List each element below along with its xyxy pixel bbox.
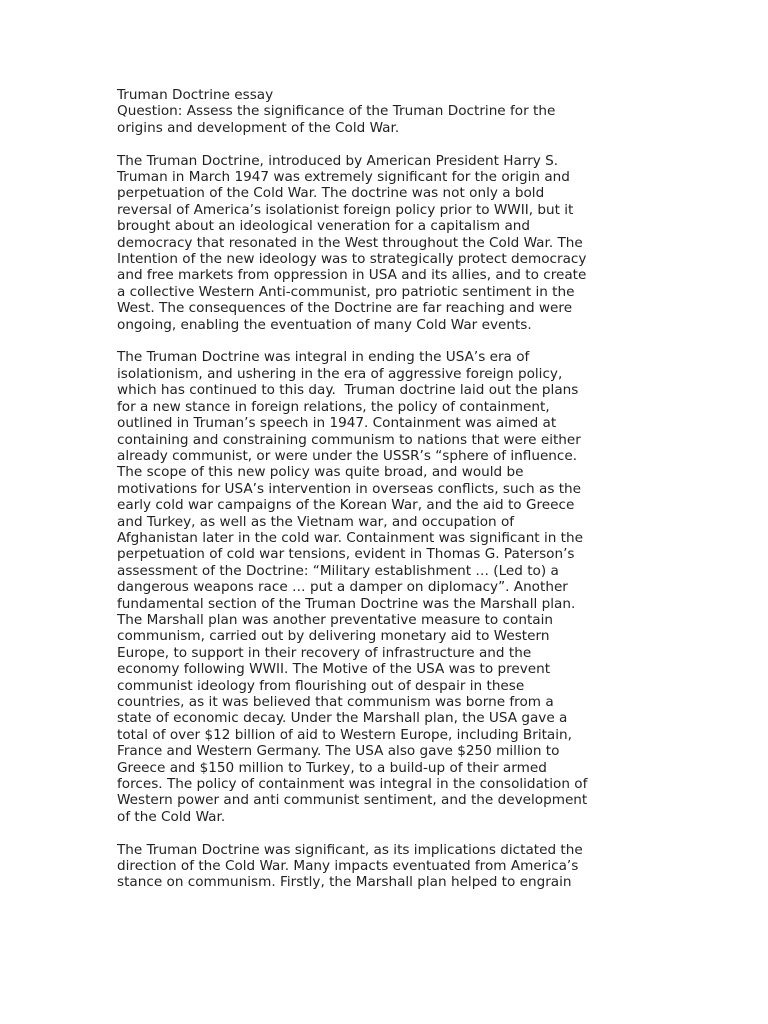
paragraph-line: for a new stance in foreign relations, the policy of containment, — [117, 398, 550, 415]
paragraph-line: France and Western Germany. The USA also gave $250 million to — [117, 743, 560, 760]
paragraph-line: of the Cold War. — [117, 808, 226, 825]
paragraph-line: perpetuation of cold war tensions, evident in Thomas G. Paterson’s — [117, 546, 575, 563]
paragraph-line: communist ideology from flourishing out of despair in these — [117, 677, 525, 694]
paragraph-containment — [117, 349, 657, 825]
paragraph-line: outlined in Truman’s speech in 1947. Containment was aimed at — [117, 415, 557, 432]
paragraph-line: which has continued to this day. Truman doctrine laid out the plans — [117, 382, 579, 399]
paragraph-line: isolationism, and ushering in the era of aggressive foreign policy, — [117, 365, 563, 382]
paragraph-line: democracy that resonated in the West throughout the Cold War. The — [117, 234, 583, 251]
paragraph-line: Greece and $150 million to Turkey, to a build-up of their armed — [117, 759, 547, 776]
paragraph-line: The scope of this new policy was quite broad, and would be — [117, 464, 524, 481]
paragraph-line: The Truman Doctrine was integral in ending the USA’s era of — [117, 349, 530, 366]
paragraph-line: and Turkey, as well as the Vietnam war, and occupation of — [117, 513, 515, 530]
paragraph-line: early cold war campaigns of the Korean War, and the aid to Greece — [117, 497, 575, 514]
paragraph-line: forces. The policy of containment was integral in the consolidation of — [117, 776, 588, 793]
document-header — [117, 87, 657, 136]
paragraph-line: economy following WWII. The Motive of the USA was to prevent — [117, 661, 551, 678]
paragraph-line: state of economic decay. Under the Marshall plan, the USA gave a — [117, 710, 568, 727]
paragraph-line: Afghanistan later in the cold war. Containment was significant in the — [117, 529, 583, 546]
paragraph-line: direction of the Cold War. Many impacts eventuated from America’s — [117, 858, 579, 875]
paragraph-line: stance on communism. Firstly, the Marshall plan helped to engrain — [117, 874, 572, 891]
paragraph-line: Europe, to support in their recovery of infrastructure and the — [117, 644, 532, 661]
paragraph-line: The Truman Doctrine, introduced by American President Harry S. — [117, 152, 559, 169]
document-body — [117, 87, 657, 907]
paragraph-line: Intention of the new ideology was to strategically protect democracy — [117, 251, 587, 268]
paragraph-line: perpetuation of the Cold War. The doctrine was not only a bold — [117, 185, 545, 202]
paragraph-line: fundamental section of the Truman Doctrine was the Marshall plan. — [117, 595, 576, 612]
paragraph-line: containing and constraining communism to nations that were either — [117, 431, 581, 448]
paragraph-line: The Marshall plan was another preventative measure to contain — [117, 611, 553, 628]
paragraph-line: already communist, or were under the USSR’s “sphere of influence. — [117, 447, 578, 464]
paragraph-line: and free markets from oppression in USA and its allies, and to create — [117, 267, 587, 284]
paragraph-line: Western power and anti communist sentiment, and the development — [117, 792, 588, 809]
paragraph-line: countries, as it was believed that communism was borne from a — [117, 694, 554, 710]
paragraph-line: assessment of the Doctrine: “Military establishment … (Led to) a — [117, 562, 559, 579]
paragraph-introduction — [117, 153, 657, 333]
question-line: Question: Assess the significance of the Truman Doctrine for the — [117, 103, 556, 120]
question-line: origins and development of the Cold War. — [117, 119, 400, 136]
paragraph-line: communism, carried out by delivering monetary aid to Western — [117, 628, 550, 645]
paragraph-line: dangerous weapons race … put a damper on diplomacy”. Another — [117, 579, 568, 596]
paragraph-line: motivations for USA’s intervention in overseas conflicts, such as the — [117, 480, 582, 497]
paragraph-line: total of over $12 billion of aid to Western Europe, including Britain, — [117, 726, 572, 743]
paragraph-implications — [117, 842, 657, 891]
paragraph-line: a collective Western Anti-communist, pro patriotic sentiment in the — [117, 283, 575, 300]
paragraph-line: Truman in March 1947 was extremely significant for the origin and — [117, 169, 570, 186]
paragraph-line: ongoing, enabling the eventuation of many Cold War events. — [117, 316, 532, 333]
paragraph-line: reversal of America’s isolationist foreign policy prior to WWII, but it — [117, 201, 574, 218]
paragraph-line: The Truman Doctrine was significant, as its implications dictated the — [117, 841, 583, 858]
document-title: Truman Doctrine essay — [117, 87, 274, 103]
paragraph-line: brought about an ideological veneration for a capitalism and — [117, 218, 531, 235]
paragraph-line: West. The consequences of the Doctrine are far reaching and were — [117, 300, 573, 317]
